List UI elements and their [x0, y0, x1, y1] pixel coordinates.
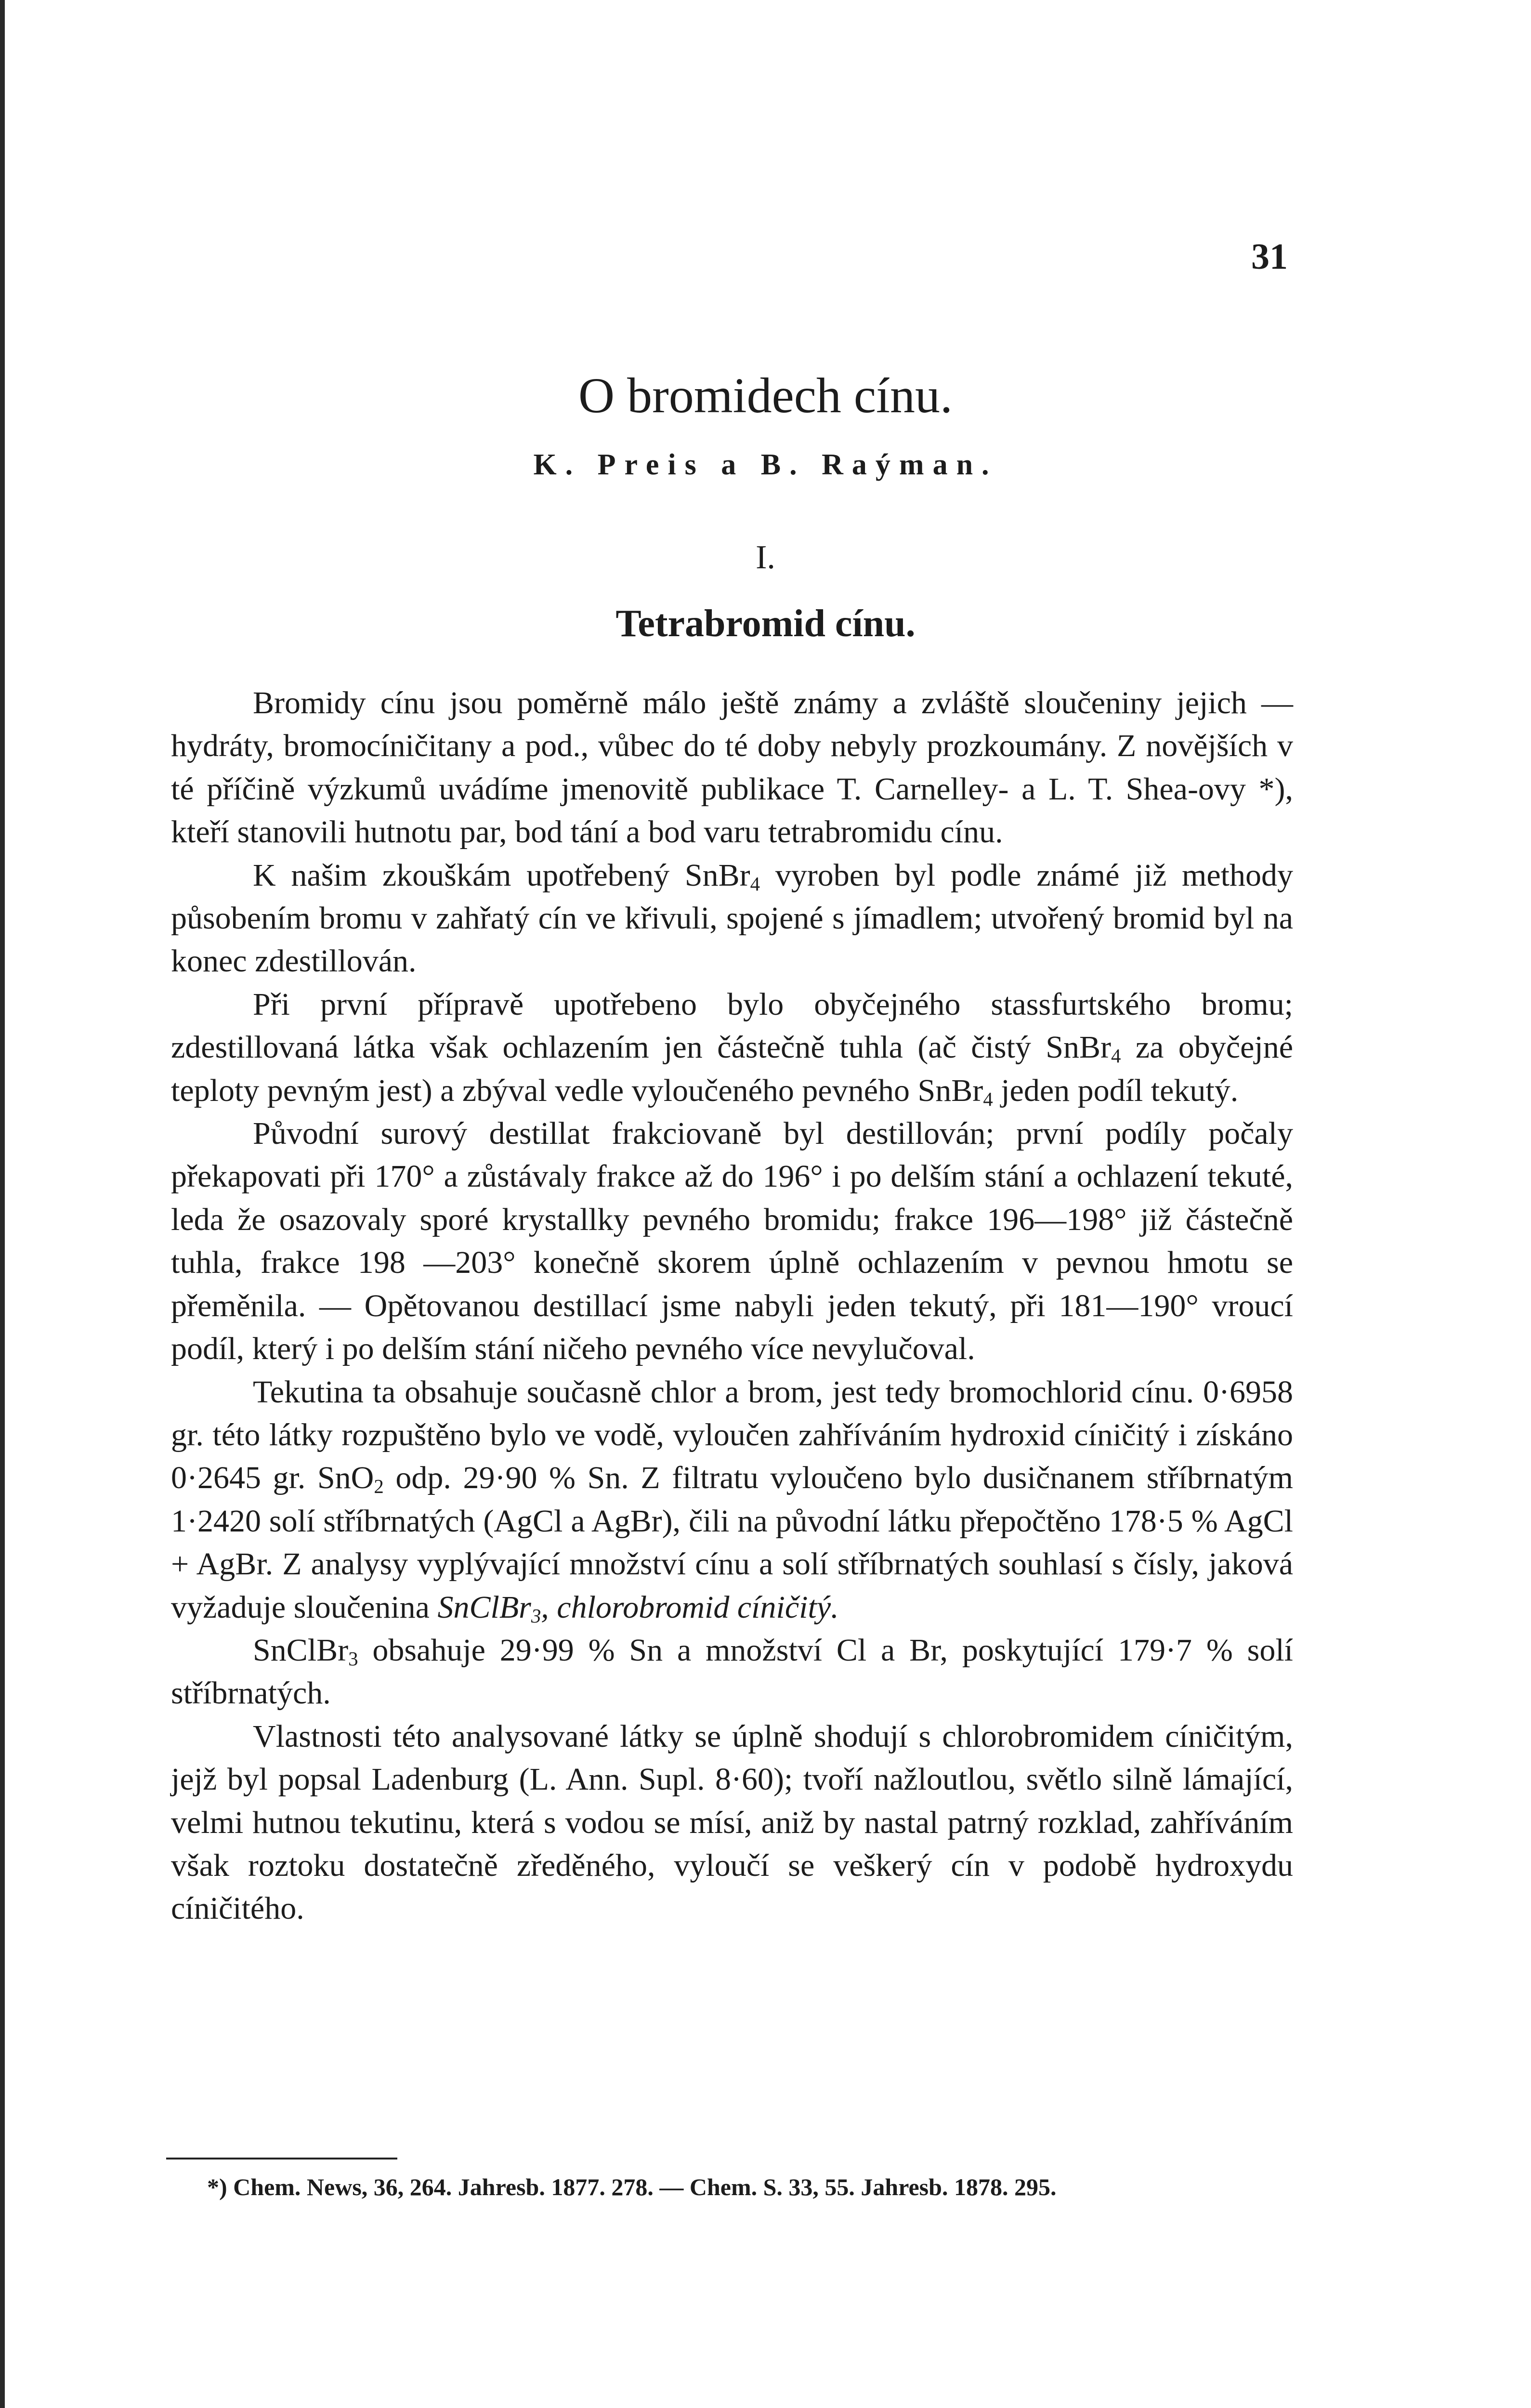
article-authors: K. Preis a B. Raýman.	[533, 448, 998, 481]
compound-name-italic: , chlorobromid cíničitý.	[541, 1589, 839, 1625]
paragraph-1-text: Bromidy cínu jsou poměrně málo ještě známy a zvláště sloučeniny jejich — hydráty, bromocíničitany a pod., vůbec do té doby nebyly prozkoumány. Z novějších v té příčině výzkumů uvádíme jmenovitě publikace T. Carnelley- a L. T. Shea-ovy *), kteří stanovili hutnotu par, bod tání a bod varu tetrabromidu cínu.	[171, 685, 1293, 850]
subscript: 4	[1111, 1045, 1121, 1067]
paragraph-3: Při první přípravě upotřebeno bylo obyčejného stassfurtského bromu; zdestillovaná látka však ochlazením jen částečně tuhla (ač čistý SnBr$_4$ za obyčejné teploty pevným jest) a zbýval vedle vyloučeného pevného SnBr$_4$ jeden podíl tekutý.	[171, 986, 1294, 1110]
paragraph-2: K našim zkouškám upotřebený SnBr$_4$ vyroben byl podle známé již methody působením bromu v zahřatý cín ve křivuli, spojené s jímadlem; utvořený bromid byl na konec zdestillován.	[171, 857, 1293, 979]
subscript: 4	[983, 1088, 993, 1110]
footnote: *) Chem. News, 36, 264. Jahresb. 1877. 278. — Chem. S. 33, 55. Jahresb. 1878. 295.	[207, 2173, 1057, 2200]
paragraph-7: Vlastnosti této analysované látky se úplně shodují s chlorobromidem cíničitým, jejž byl popsal Ladenburg (L. Ann. Supl. 8·60); tvoří nažloutlou, světlo silně lámající, velmi hutnou tekutinu, která s vodou se mísí, aniž by nastal patrný rozklad, zahříváním však roztoku dostatečně zředěného, vyloučí se veškerý cín v podobě hydroxydu cíničitého.	[171, 1718, 1293, 1926]
subscript: 3	[531, 1605, 541, 1627]
section-heading: Tetrabromid cínu.	[615, 602, 916, 645]
article-body	[171, 681, 1293, 1930]
subscript: 4	[750, 873, 760, 895]
footnote-divider	[166, 2158, 397, 2159]
paragraph-4: Původní surový destillat frakciovaně byl destillován; první podíly počaly překapovati při 170° a zůstávaly frakce až do 196° i po delším stání a ochlazení tekuté, leda že osazovaly sporé krystallky pevného bromidu; frakce 196—198° již částečně tuhla, frakce 198 —203° konečně skorem úplně ochlazením v pevnou hmotu se přeměnila. — Opětovanou destillací jsme nabyli jeden tekutý, při 181—190° vroucí podíl, který i po delším stání ničeho pevného více nevylučoval.	[171, 1116, 1293, 1367]
subscript: 2	[374, 1476, 384, 1498]
subscript: 3	[348, 1648, 358, 1670]
paragraph-1	[171, 681, 1293, 854]
page-number: 31	[1251, 236, 1288, 277]
article-title: O bromidech cínu.	[578, 368, 953, 423]
paragraph-5: Tekutina ta obsahuje současně chlor a brom, jest tedy bromochlorid cínu. 0·6958 gr. této látky rozpuštěno bylo ve vodě, vyloučen zahříváním hydroxid cíničitý i získáno 0·2645 gr. SnO$_2$ odp. 29·90 % Sn. Z filtratu vyloučeno bylo dusičnanem stříbrnatým 1·2420 solí stříbrnatých (AgCl a AgBr), čili na původní látku přepočtěno 178·5 % AgCl + AgBr. Z analysy vyplývající množství cínu a solí stříbrnatých souhlasí s čísly, jaková vyžaduje sloučenina SnClBr$_3$, chlorobromid cíničitý.	[171, 1374, 1293, 1627]
formula-italic: SnClBr	[437, 1589, 531, 1625]
section-numeral: I.	[756, 539, 775, 576]
paragraph-6: SnClBr$_3$ obsahuje 29·99 % Sn a množství Cl a Br, poskytující 179·7 % solí stříbrnatých.	[171, 1632, 1293, 1711]
page-scan-edge	[0, 0, 5, 2408]
